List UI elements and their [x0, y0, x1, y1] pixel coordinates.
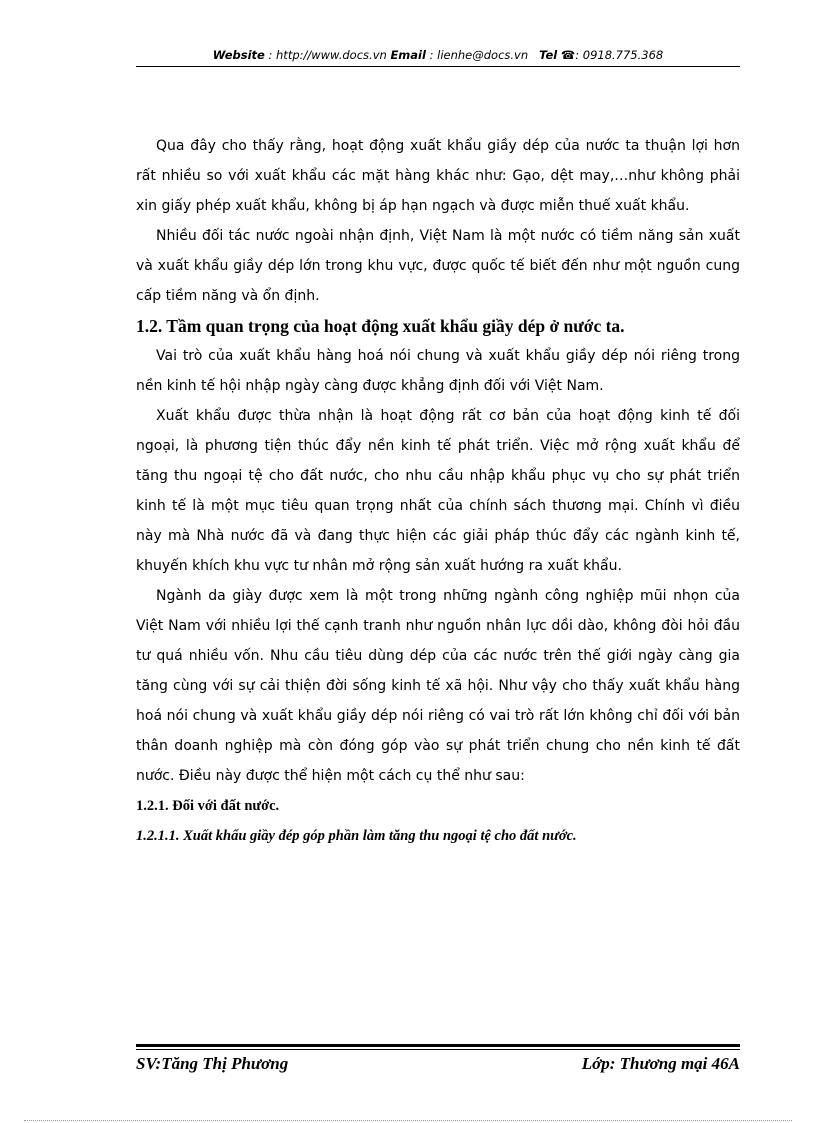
page-header [136, 46, 740, 64]
website-separator: : [264, 48, 277, 62]
page-bottom-edge [24, 1120, 792, 1121]
footer-divider-thick [136, 1044, 740, 1047]
email-separator: : [425, 48, 438, 62]
page-footer [136, 1054, 740, 1078]
paragraph-3: Vai trò của xuất khẩu hàng hoá nói chung và xuất khẩu giầy dép nói riêng trong nền kinh tế hội nhập ngày càng được khẳng định đối với Việt Nam. [136, 348, 740, 394]
heading-1-2-1: 1.2.1. Đối với đất nước. [136, 798, 280, 814]
paragraph-5: Ngành da giày được xem là một trong những ngành công nghiệp mũi nhọn của Việt Nam với nhiều lợi thế cạnh tranh như nguồn nhân lực dồi dào, không đòi hỏi đầu tư quá nhiều vốn. Nhu cầu tiêu dùng dép của các nước trên thế giới ngày càng gia tăng cùng với sự cải thiện đời sống kinh tế xã hội. Như vậy cho thấy xuất khẩu hàng hoá nói chung và xuất khẩu giầy dép nói riêng có vai trò rất lớn không chỉ đối với bản thân doanh nghiệp mà còn đóng góp vào sự phát triển chung cho nền kinh tế đất nước. Điều này được thể hiện một cách cụ thể như sau: [136, 588, 740, 784]
tel-value: : 0918.775.368 [575, 48, 664, 62]
document-body [136, 131, 740, 851]
website-url[interactable]: http://www.docs.vn [276, 48, 387, 62]
paragraph-1: Qua đây cho thấy rằng, hoạt động xuất khẩu giầy dép của nước ta thuận lợi hơn rất nhiều so với xuất khẩu các mặt hàng khác như: Gạo, dệt may,…như không phải xin giấy phép xuất khẩu, không bị áp hạn ngạch và được miễn thuế xuất khẩu. [136, 138, 740, 214]
email-value[interactable]: lienhe@docs.vn [437, 48, 529, 62]
footer-divider-thin [136, 1049, 740, 1050]
email-label: Email [390, 48, 426, 62]
website-label: Website [212, 48, 265, 62]
paragraph-4: Xuất khẩu được thừa nhận là hoạt động rất cơ bản của hoạt động kinh tế đối ngoại, là phương tiện thúc đẩy nền kinh tế phát triển. Việc mở rộng xuất khẩu để tăng thu ngoại tệ cho đất nước, cho nhu cầu nhập khẩu phục vụ cho sự phát triển kinh tế là một mục tiêu quan trọng nhất của chính sách thương mại. Chính vì điều này mà Nhà nước đã và đang thực hiện các giải pháp thúc đẩy các ngành kinh tế, khuyến khích khu vực tư nhân mở rộng sản xuất hướng ra xuất khẩu. [136, 408, 740, 574]
paragraph-2: Nhiều đối tác nước ngoài nhận định, Việt Nam là một nước có tiềm năng sản xuất và xuất khẩu giầy dép lớn trong khu vực, được quốc tế biết đến như một nguồn cung cấp tiềm năng và ổn định. [136, 228, 740, 304]
footer-class: Lớp: Thương mại 46A [581, 1054, 740, 1073]
phone-icon: ☎ [560, 48, 576, 62]
tel-label: Tel [539, 48, 558, 62]
footer-student: SV:Tăng Thị Phương [136, 1054, 289, 1073]
heading-1-2: 1.2. Tầm quan trọng của hoạt động xuất khẩu giầy dép ở nước ta. [136, 316, 625, 336]
heading-1-2-1-1: 1.2.1.1. Xuất khẩu giầy đép góp phần làm tăng thu ngoại tệ cho đất nước. [136, 828, 577, 844]
header-divider [136, 66, 740, 67]
